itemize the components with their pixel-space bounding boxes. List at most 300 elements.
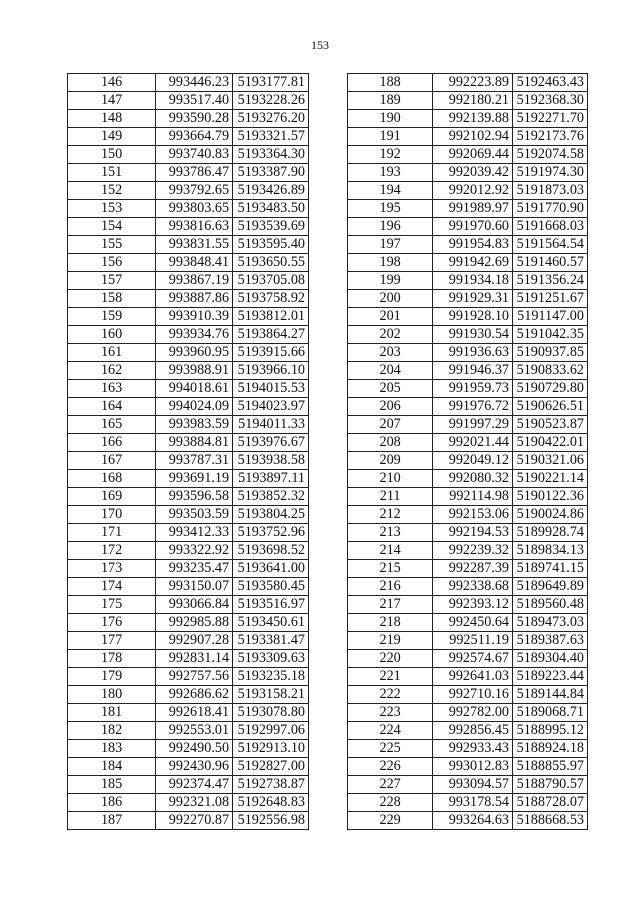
x-coordinate-cell: 991997.29 [433, 416, 513, 434]
y-coordinate-cell: 5193698.52 [233, 542, 309, 560]
table-row [348, 776, 588, 794]
point-number-cell: 167 [68, 452, 156, 470]
x-coordinate-cell: 993787.31 [156, 452, 233, 470]
table-row [68, 506, 309, 524]
point-number-cell: 150 [68, 146, 156, 164]
x-coordinate-cell: 992757.56 [156, 668, 233, 686]
y-coordinate-cell: 5191974.30 [513, 164, 588, 182]
table-row [68, 218, 309, 236]
y-coordinate-cell: 5194015.53 [233, 380, 309, 398]
table-row [68, 596, 309, 614]
coordinate-table-right [347, 73, 588, 830]
x-coordinate-cell: 992907.28 [156, 632, 233, 650]
table-row [348, 380, 588, 398]
x-coordinate-cell: 992114.98 [433, 488, 513, 506]
point-number-cell: 229 [348, 812, 433, 830]
table-row [348, 542, 588, 560]
x-coordinate-cell: 991928.10 [433, 308, 513, 326]
point-number-cell: 215 [348, 560, 433, 578]
y-coordinate-cell: 5189560.48 [513, 596, 588, 614]
point-number-cell: 185 [68, 776, 156, 794]
y-coordinate-cell: 5193804.25 [233, 506, 309, 524]
point-number-cell: 174 [68, 578, 156, 596]
y-coordinate-cell: 5191564.54 [513, 236, 588, 254]
y-coordinate-cell: 5188855.97 [513, 758, 588, 776]
point-number-cell: 148 [68, 110, 156, 128]
table-row [348, 308, 588, 326]
x-coordinate-cell: 991989.97 [433, 200, 513, 218]
y-coordinate-cell: 5191251.67 [513, 290, 588, 308]
x-coordinate-cell: 991976.72 [433, 398, 513, 416]
y-coordinate-cell: 5189144.84 [513, 686, 588, 704]
x-coordinate-cell: 993910.39 [156, 308, 233, 326]
table-row [68, 362, 309, 380]
x-coordinate-cell: 992490.50 [156, 740, 233, 758]
point-number-cell: 188 [348, 74, 433, 92]
x-coordinate-cell: 991970.60 [433, 218, 513, 236]
y-coordinate-cell: 5192463.43 [513, 74, 588, 92]
table-row [348, 614, 588, 632]
y-coordinate-cell: 5190833.62 [513, 362, 588, 380]
y-coordinate-cell: 5193228.26 [233, 92, 309, 110]
x-coordinate-cell: 991936.63 [433, 344, 513, 362]
x-coordinate-cell: 992574.67 [433, 650, 513, 668]
x-coordinate-cell: 992049.12 [433, 452, 513, 470]
point-number-cell: 203 [348, 344, 433, 362]
point-number-cell: 170 [68, 506, 156, 524]
x-coordinate-cell: 993803.65 [156, 200, 233, 218]
y-coordinate-cell: 5191042.35 [513, 326, 588, 344]
point-number-cell: 175 [68, 596, 156, 614]
x-coordinate-cell: 992080.32 [433, 470, 513, 488]
y-coordinate-cell: 5193235.18 [233, 668, 309, 686]
x-coordinate-cell: 993884.81 [156, 434, 233, 452]
x-coordinate-cell: 992782.00 [433, 704, 513, 722]
x-coordinate-cell: 993412.33 [156, 524, 233, 542]
point-number-cell: 161 [68, 344, 156, 362]
x-coordinate-cell: 992641.03 [433, 668, 513, 686]
y-coordinate-cell: 5189834.13 [513, 542, 588, 560]
y-coordinate-cell: 5189223.44 [513, 668, 588, 686]
x-coordinate-cell: 992287.39 [433, 560, 513, 578]
y-coordinate-cell: 5193321.57 [233, 128, 309, 146]
table-row [68, 560, 309, 578]
table-row [348, 524, 588, 542]
x-coordinate-cell: 994018.61 [156, 380, 233, 398]
table-row [68, 632, 309, 650]
table-row [348, 704, 588, 722]
table-row [68, 254, 309, 272]
table-row [348, 650, 588, 668]
y-coordinate-cell: 5190729.80 [513, 380, 588, 398]
table-row [68, 110, 309, 128]
point-number-cell: 191 [348, 128, 433, 146]
y-coordinate-cell: 5191873.03 [513, 182, 588, 200]
y-coordinate-cell: 5193539.69 [233, 218, 309, 236]
y-coordinate-cell: 5193387.90 [233, 164, 309, 182]
point-number-cell: 156 [68, 254, 156, 272]
y-coordinate-cell: 5190937.85 [513, 344, 588, 362]
table-row [68, 236, 309, 254]
coordinate-table-left [67, 73, 309, 830]
y-coordinate-cell: 5193381.47 [233, 632, 309, 650]
x-coordinate-cell: 993960.95 [156, 344, 233, 362]
point-number-cell: 149 [68, 128, 156, 146]
x-coordinate-cell: 992553.01 [156, 722, 233, 740]
x-coordinate-cell: 993887.86 [156, 290, 233, 308]
x-coordinate-cell: 992933.43 [433, 740, 513, 758]
point-number-cell: 159 [68, 308, 156, 326]
point-number-cell: 192 [348, 146, 433, 164]
table-row [348, 236, 588, 254]
table-row [68, 164, 309, 182]
x-coordinate-cell: 993691.19 [156, 470, 233, 488]
point-number-cell: 196 [348, 218, 433, 236]
y-coordinate-cell: 5193758.92 [233, 290, 309, 308]
point-number-cell: 166 [68, 434, 156, 452]
x-coordinate-cell: 991959.73 [433, 380, 513, 398]
x-coordinate-cell: 993012.83 [433, 758, 513, 776]
y-coordinate-cell: 5190321.06 [513, 452, 588, 470]
point-number-cell: 187 [68, 812, 156, 830]
x-coordinate-cell: 992985.88 [156, 614, 233, 632]
y-coordinate-cell: 5188668.53 [513, 812, 588, 830]
y-coordinate-cell: 5188924.18 [513, 740, 588, 758]
point-number-cell: 179 [68, 668, 156, 686]
y-coordinate-cell: 5189473.03 [513, 614, 588, 632]
table-row [68, 776, 309, 794]
table-row [68, 182, 309, 200]
table-row [68, 794, 309, 812]
point-number-cell: 190 [348, 110, 433, 128]
point-number-cell: 162 [68, 362, 156, 380]
y-coordinate-cell: 5191668.03 [513, 218, 588, 236]
point-number-cell: 213 [348, 524, 433, 542]
y-coordinate-cell: 5191460.57 [513, 254, 588, 272]
table-row [348, 398, 588, 416]
table-row [348, 344, 588, 362]
x-coordinate-cell: 991954.83 [433, 236, 513, 254]
table-row [348, 794, 588, 812]
table-row [348, 200, 588, 218]
x-coordinate-cell: 993786.47 [156, 164, 233, 182]
y-coordinate-cell: 5193650.55 [233, 254, 309, 272]
table-row [348, 488, 588, 506]
y-coordinate-cell: 5193078.80 [233, 704, 309, 722]
x-coordinate-cell: 993792.65 [156, 182, 233, 200]
y-coordinate-cell: 5193966.10 [233, 362, 309, 380]
y-coordinate-cell: 5193309.63 [233, 650, 309, 668]
y-coordinate-cell: 5193158.21 [233, 686, 309, 704]
y-coordinate-cell: 5192648.83 [233, 794, 309, 812]
y-coordinate-cell: 5188995.12 [513, 722, 588, 740]
y-coordinate-cell: 5189928.74 [513, 524, 588, 542]
x-coordinate-cell: 992153.06 [433, 506, 513, 524]
point-number-cell: 168 [68, 470, 156, 488]
point-number-cell: 212 [348, 506, 433, 524]
point-number-cell: 216 [348, 578, 433, 596]
x-coordinate-cell: 992450.64 [433, 614, 513, 632]
point-number-cell: 204 [348, 362, 433, 380]
point-number-cell: 172 [68, 542, 156, 560]
x-coordinate-cell: 992021.44 [433, 434, 513, 452]
x-coordinate-cell: 992618.41 [156, 704, 233, 722]
y-coordinate-cell: 5193364.30 [233, 146, 309, 164]
y-coordinate-cell: 5193897.11 [233, 470, 309, 488]
y-coordinate-cell: 5193752.96 [233, 524, 309, 542]
x-coordinate-cell: 991946.37 [433, 362, 513, 380]
table-row [68, 146, 309, 164]
x-coordinate-cell: 992710.16 [433, 686, 513, 704]
table-row [348, 326, 588, 344]
x-coordinate-cell: 992069.44 [433, 146, 513, 164]
table-row [348, 92, 588, 110]
table-row [348, 254, 588, 272]
y-coordinate-cell: 5193976.67 [233, 434, 309, 452]
y-coordinate-cell: 5192074.58 [513, 146, 588, 164]
point-number-cell: 165 [68, 416, 156, 434]
table-row [348, 128, 588, 146]
table-row [68, 542, 309, 560]
y-coordinate-cell: 5188790.57 [513, 776, 588, 794]
point-number-cell: 227 [348, 776, 433, 794]
point-number-cell: 207 [348, 416, 433, 434]
point-number-cell: 197 [348, 236, 433, 254]
x-coordinate-cell: 992686.62 [156, 686, 233, 704]
table-row [348, 74, 588, 92]
table-row [68, 524, 309, 542]
y-coordinate-cell: 5190221.14 [513, 470, 588, 488]
table-row [348, 596, 588, 614]
x-coordinate-cell: 993867.19 [156, 272, 233, 290]
x-coordinate-cell: 992338.68 [433, 578, 513, 596]
x-coordinate-cell: 993150.07 [156, 578, 233, 596]
point-number-cell: 157 [68, 272, 156, 290]
y-coordinate-cell: 5192271.70 [513, 110, 588, 128]
point-number-cell: 169 [68, 488, 156, 506]
table-row [348, 146, 588, 164]
point-number-cell: 147 [68, 92, 156, 110]
table-row [68, 488, 309, 506]
table-row [68, 614, 309, 632]
point-number-cell: 195 [348, 200, 433, 218]
y-coordinate-cell: 5192913.10 [233, 740, 309, 758]
table-row [348, 722, 588, 740]
point-number-cell: 223 [348, 704, 433, 722]
point-number-cell: 184 [68, 758, 156, 776]
y-coordinate-cell: 5189068.71 [513, 704, 588, 722]
point-number-cell: 201 [348, 308, 433, 326]
y-coordinate-cell: 5190523.87 [513, 416, 588, 434]
y-coordinate-cell: 5192738.87 [233, 776, 309, 794]
point-number-cell: 211 [348, 488, 433, 506]
x-coordinate-cell: 992430.96 [156, 758, 233, 776]
point-number-cell: 160 [68, 326, 156, 344]
point-number-cell: 151 [68, 164, 156, 182]
point-number-cell: 163 [68, 380, 156, 398]
table-row [68, 398, 309, 416]
point-number-cell: 146 [68, 74, 156, 92]
y-coordinate-cell: 5189649.89 [513, 578, 588, 596]
point-number-cell: 189 [348, 92, 433, 110]
point-number-cell: 180 [68, 686, 156, 704]
table-row [348, 740, 588, 758]
x-coordinate-cell: 992511.19 [433, 632, 513, 650]
y-coordinate-cell: 5193938.58 [233, 452, 309, 470]
x-coordinate-cell: 991942.69 [433, 254, 513, 272]
y-coordinate-cell: 5189304.40 [513, 650, 588, 668]
y-coordinate-cell: 5190122.36 [513, 488, 588, 506]
point-number-cell: 222 [348, 686, 433, 704]
x-coordinate-cell: 993503.59 [156, 506, 233, 524]
table-row [348, 578, 588, 596]
point-number-cell: 183 [68, 740, 156, 758]
y-coordinate-cell: 5193595.40 [233, 236, 309, 254]
table-row [68, 344, 309, 362]
table-row [348, 470, 588, 488]
point-number-cell: 205 [348, 380, 433, 398]
y-coordinate-cell: 5192368.30 [513, 92, 588, 110]
point-number-cell: 225 [348, 740, 433, 758]
x-coordinate-cell: 993848.41 [156, 254, 233, 272]
table-row [348, 452, 588, 470]
point-number-cell: 194 [348, 182, 433, 200]
point-number-cell: 220 [348, 650, 433, 668]
table-row [348, 434, 588, 452]
y-coordinate-cell: 5193812.01 [233, 308, 309, 326]
table-row [68, 812, 309, 830]
page-number: 153 [311, 38, 329, 52]
y-coordinate-cell: 5191770.90 [513, 200, 588, 218]
point-number-cell: 193 [348, 164, 433, 182]
x-coordinate-cell: 992393.12 [433, 596, 513, 614]
table-row [348, 164, 588, 182]
y-coordinate-cell: 5188728.07 [513, 794, 588, 812]
table-row [348, 272, 588, 290]
point-number-cell: 177 [68, 632, 156, 650]
x-coordinate-cell: 993264.63 [433, 812, 513, 830]
table-row [348, 362, 588, 380]
table-row [68, 272, 309, 290]
table-row [68, 74, 309, 92]
point-number-cell: 210 [348, 470, 433, 488]
y-coordinate-cell: 5190422.01 [513, 434, 588, 452]
table-row [348, 290, 588, 308]
y-coordinate-cell: 5190024.86 [513, 506, 588, 524]
y-coordinate-cell: 5193705.08 [233, 272, 309, 290]
point-number-cell: 218 [348, 614, 433, 632]
y-coordinate-cell: 5193177.81 [233, 74, 309, 92]
x-coordinate-cell: 993740.83 [156, 146, 233, 164]
y-coordinate-cell: 5193641.00 [233, 560, 309, 578]
x-coordinate-cell: 993178.54 [433, 794, 513, 812]
table-row [68, 470, 309, 488]
point-number-cell: 153 [68, 200, 156, 218]
point-number-cell: 208 [348, 434, 433, 452]
y-coordinate-cell: 5192173.76 [513, 128, 588, 146]
point-number-cell: 206 [348, 398, 433, 416]
x-coordinate-cell: 993066.84 [156, 596, 233, 614]
y-coordinate-cell: 5193516.97 [233, 596, 309, 614]
table-row [348, 560, 588, 578]
x-coordinate-cell: 993235.47 [156, 560, 233, 578]
point-number-cell: 214 [348, 542, 433, 560]
y-coordinate-cell: 5193852.32 [233, 488, 309, 506]
y-coordinate-cell: 5193580.45 [233, 578, 309, 596]
point-number-cell: 152 [68, 182, 156, 200]
table-row [68, 686, 309, 704]
x-coordinate-cell: 992012.92 [433, 182, 513, 200]
y-coordinate-cell: 5189387.63 [513, 632, 588, 650]
table-row [68, 704, 309, 722]
y-coordinate-cell: 5191356.24 [513, 272, 588, 290]
table-row [68, 650, 309, 668]
y-coordinate-cell: 5192827.00 [233, 758, 309, 776]
y-coordinate-cell: 5194023.97 [233, 398, 309, 416]
table-row [68, 668, 309, 686]
table-row [348, 758, 588, 776]
table-row [348, 506, 588, 524]
table-row [68, 308, 309, 326]
table-row [348, 812, 588, 830]
point-number-cell: 226 [348, 758, 433, 776]
y-coordinate-cell: 5191147.00 [513, 308, 588, 326]
point-number-cell: 228 [348, 794, 433, 812]
x-coordinate-cell: 993831.55 [156, 236, 233, 254]
y-coordinate-cell: 5193426.89 [233, 182, 309, 200]
table-row [68, 200, 309, 218]
table-row [348, 632, 588, 650]
point-number-cell: 209 [348, 452, 433, 470]
point-number-cell: 221 [348, 668, 433, 686]
y-coordinate-cell: 5193483.50 [233, 200, 309, 218]
point-number-cell: 171 [68, 524, 156, 542]
x-coordinate-cell: 992194.53 [433, 524, 513, 542]
table-row [68, 92, 309, 110]
table-row [68, 128, 309, 146]
point-number-cell: 202 [348, 326, 433, 344]
x-coordinate-cell: 992223.89 [433, 74, 513, 92]
x-coordinate-cell: 992270.87 [156, 812, 233, 830]
y-coordinate-cell: 5192556.98 [233, 812, 309, 830]
point-number-cell: 186 [68, 794, 156, 812]
table-row [348, 182, 588, 200]
x-coordinate-cell: 993934.76 [156, 326, 233, 344]
table-row [68, 326, 309, 344]
x-coordinate-cell: 992856.45 [433, 722, 513, 740]
point-number-cell: 181 [68, 704, 156, 722]
x-coordinate-cell: 992374.47 [156, 776, 233, 794]
x-coordinate-cell: 993322.92 [156, 542, 233, 560]
table-row [348, 686, 588, 704]
table-row [348, 218, 588, 236]
table-row [68, 722, 309, 740]
point-number-cell: 198 [348, 254, 433, 272]
point-number-cell: 176 [68, 614, 156, 632]
table-row [68, 290, 309, 308]
point-number-cell: 182 [68, 722, 156, 740]
point-number-cell: 200 [348, 290, 433, 308]
point-number-cell: 164 [68, 398, 156, 416]
x-coordinate-cell: 993517.40 [156, 92, 233, 110]
y-coordinate-cell: 5193864.27 [233, 326, 309, 344]
x-coordinate-cell: 993988.91 [156, 362, 233, 380]
x-coordinate-cell: 994024.09 [156, 398, 233, 416]
y-coordinate-cell: 5193450.61 [233, 614, 309, 632]
table-row [68, 578, 309, 596]
x-coordinate-cell: 991929.31 [433, 290, 513, 308]
x-coordinate-cell: 992139.88 [433, 110, 513, 128]
